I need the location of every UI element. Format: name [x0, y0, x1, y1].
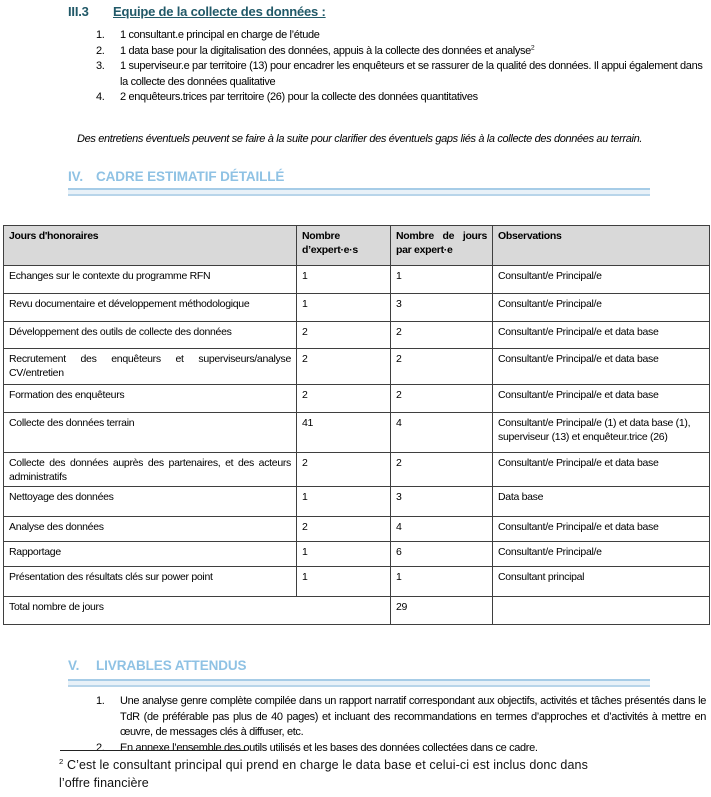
cell-activity: Echanges sur le contexte du programme RFN	[4, 266, 297, 294]
cell-days: 1	[391, 266, 493, 294]
cell-days: 4	[391, 413, 493, 453]
cell-days: 2	[391, 385, 493, 413]
cell-observations: Consultant/e Principal/e	[493, 294, 710, 322]
cell-observations: Consultant principal	[493, 567, 710, 597]
italic-note: Des entretiens éventuels peuvent se faire à la suite pour clarifier des éventuels gaps liés à la collecte des données au terrain.	[77, 133, 643, 145]
cell-activity: Présentation des résultats clés sur power point	[4, 567, 297, 597]
section-heading-equipe	[68, 4, 326, 19]
total-days-cell: 29	[391, 597, 493, 625]
cell-experts: 1	[297, 294, 391, 322]
footnote-separator-rule	[60, 750, 246, 751]
table-row	[4, 349, 710, 385]
cell-days: 2	[391, 453, 493, 487]
header-observations: Observations	[493, 226, 710, 266]
cell-days: 2	[391, 349, 493, 385]
list-item-text: 1 consultant.e principal en charge de l’étude	[120, 29, 320, 41]
cell-days: 1	[391, 567, 493, 597]
cell-experts: 2	[297, 322, 391, 349]
cell-observations: Data base	[493, 487, 710, 517]
list-item-number: 1.	[96, 695, 105, 707]
cell-days: 2	[391, 322, 493, 349]
cell-days: 6	[391, 542, 493, 567]
footnote	[59, 757, 621, 792]
cell-experts: 1	[297, 567, 391, 597]
cell-days: 3	[391, 487, 493, 517]
list-item-text: 2 enquêteurs.trices par territoire (26) pour la collecte des données quantitatives	[120, 91, 478, 103]
list-item	[96, 90, 706, 106]
list-item-number: 2.	[96, 44, 105, 57]
cell-activity: Analyse des données	[4, 517, 297, 542]
cell-activity: Collecte des données terrain	[4, 413, 297, 453]
table-row	[4, 567, 710, 597]
cell-experts: 41	[297, 413, 391, 453]
cell-activity: Nettoyage des données	[4, 487, 297, 517]
table-row	[4, 453, 710, 487]
section-number: III.3	[68, 4, 89, 19]
cell-observations: Consultant/e Principal/e et data base	[493, 322, 710, 349]
cell-observations: Consultant/e Principal/e et data base	[493, 453, 710, 487]
section-number: V.	[68, 658, 80, 673]
heading-underline-bar	[68, 188, 650, 196]
section-title: CADRE ESTIMATIF DÉTAILLÉ	[96, 169, 285, 184]
cell-experts: 1	[297, 542, 391, 567]
section-number: IV.	[68, 169, 83, 184]
table-row	[4, 294, 710, 322]
cell-activity: Collecte des données auprès des partenaires, et des acteurs administratifs	[4, 453, 297, 487]
list-item-text	[120, 44, 706, 60]
footnote-reference: 2	[530, 43, 535, 51]
cell-activity: Recrutement des enquêteurs et superviseurs/analyse CV/entretien	[4, 349, 297, 385]
cell-days: 4	[391, 517, 493, 542]
cell-experts: 2	[297, 349, 391, 385]
cell-observations: Consultant/e Principal/e et data base	[493, 517, 710, 542]
cell-activity: Revu documentaire et développement méthodologique	[4, 294, 297, 322]
table-row	[4, 517, 710, 542]
list-item-number: 3.	[96, 60, 105, 72]
total-observations-cell	[493, 597, 710, 625]
list-item	[96, 741, 706, 757]
table-row	[4, 266, 710, 294]
honoraires-table	[3, 225, 710, 625]
cell-experts: 2	[297, 517, 391, 542]
cell-activity: Rapportage	[4, 542, 297, 567]
equipe-list	[96, 28, 706, 106]
livrables-list	[96, 694, 706, 756]
header-nombre-experts: Nombre d’expert·e·s	[297, 226, 391, 266]
cell-observations: Consultant/e Principal/e	[493, 266, 710, 294]
cell-experts: 2	[297, 385, 391, 413]
section-title: Equipe de la collecte des données :	[113, 4, 326, 19]
list-item-number: 2.	[96, 741, 105, 754]
list-item-text: Une analyse genre complète compilée dans un rapport narratif correspondant aux objectifs, activités et tâches présentés dans le TdR (de préférable pas plus de 40 pages) et incluant des recommandations en termes d’approches et d’activités à mettre en œuvre, de messages clés à diffuser, etc.	[120, 695, 706, 738]
cell-activity: Développement des outils de collecte des données	[4, 322, 297, 349]
cell-experts: 2	[297, 453, 391, 487]
table-header-row	[4, 226, 710, 266]
list-item	[96, 28, 706, 44]
table-total-row	[4, 597, 710, 625]
footnote-text: C’est le consultant principal qui prend en charge le data base et celui-ci est inclus donc dans l’offre financière	[59, 758, 588, 790]
section-heading-livrables	[68, 658, 246, 673]
table-row	[4, 413, 710, 453]
header-jours-honoraires: Jours d'honoraires	[4, 226, 297, 266]
list-item	[96, 694, 706, 741]
heading-underline-bar	[68, 679, 650, 687]
cell-observations: Consultant/e Principal/e	[493, 542, 710, 567]
cell-experts: 1	[297, 266, 391, 294]
table-row	[4, 322, 710, 349]
list-item-text: 1 superviseur.e par territoire (13) pour encadrer les enquêteurs et se rassurer de la qualité des données. Il appui également dans la collecte des données qualitative	[120, 60, 703, 88]
list-item-text-main: 1 data base pour la digitalisation des données, appuis à la collecte des données et analyse	[120, 44, 531, 57]
cell-activity: Formation des enquêteurs	[4, 385, 297, 413]
cell-experts: 1	[297, 487, 391, 517]
header-nombre-jours: Nombre de jours par expert·e	[391, 226, 493, 266]
list-item-number: 1.	[96, 29, 105, 41]
cell-observations: Consultant/e Principal/e (1) et data base (1), superviseur (13) et enquêteur.trice (26)	[493, 413, 710, 453]
table-row	[4, 487, 710, 517]
table-row	[4, 542, 710, 567]
honoraires-table-wrap	[3, 225, 710, 625]
footnote-number: 2	[59, 756, 64, 766]
section-title: LIVRABLES ATTENDUS	[96, 658, 247, 673]
table-row	[4, 385, 710, 413]
total-label-cell: Total nombre de jours	[4, 597, 391, 625]
list-item	[96, 44, 706, 60]
section-heading-cadre	[68, 169, 284, 184]
list-item-number: 4.	[96, 91, 105, 103]
cell-observations: Consultant/e Principal/e et data base	[493, 349, 710, 385]
list-item	[96, 59, 706, 90]
cell-days: 3	[391, 294, 493, 322]
list-item-text: En annexe l’ensemble des outils utilisés et les bases des données collectées dans ce cadre.	[120, 741, 538, 754]
cell-observations: Consultant/e Principal/e et data base	[493, 385, 710, 413]
